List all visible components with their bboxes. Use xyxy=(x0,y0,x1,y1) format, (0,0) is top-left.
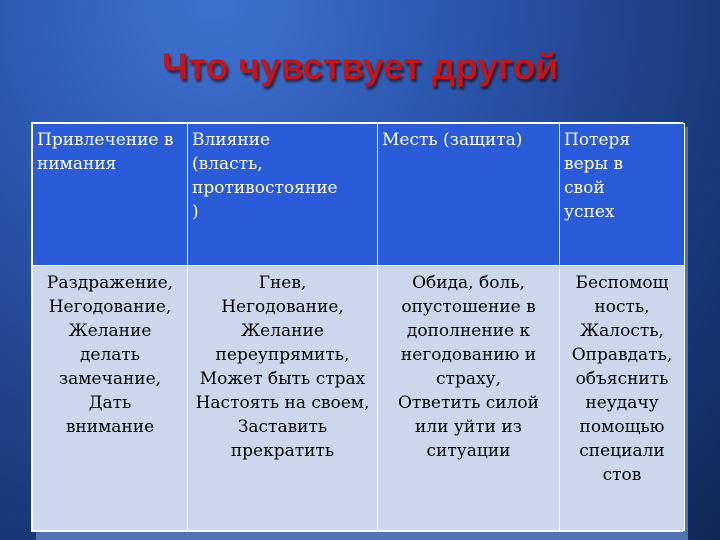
header-attention xyxy=(33,124,188,266)
cell-attention xyxy=(33,266,188,531)
cell-revenge xyxy=(378,266,560,531)
header-inadequacy-text: Потеря веры в свой успех xyxy=(564,130,631,222)
header-power-text: Влияние (власть, противостояние ) xyxy=(192,130,338,222)
cell-inadequacy-text: Беспомощ ность, Жалость, Оправдать, объяснить неудачу помощью специали стов xyxy=(571,273,673,485)
slide-title: Что чувствует другой xyxy=(162,46,558,87)
header-revenge-text: Месть (защита) xyxy=(382,130,523,150)
header-attention-text: Привлечение внимания xyxy=(37,130,174,174)
cell-power xyxy=(188,266,378,531)
cell-power-text: Гнев, Негодование, Желание переупрямить, Может быть страх Настоять на своем, Заставить прекратить xyxy=(195,273,370,461)
header-power xyxy=(188,124,378,266)
header-inadequacy xyxy=(560,124,685,266)
feelings-table xyxy=(31,122,683,532)
table-header-row xyxy=(33,124,685,266)
cell-inadequacy xyxy=(560,266,685,531)
cell-revenge-text: Обида, боль, опустошение в дополнение к негодованию и страху, Ответить силой или уйти из ситуации xyxy=(398,273,539,461)
table-row xyxy=(33,266,685,531)
table-grid xyxy=(32,123,685,531)
header-revenge xyxy=(378,124,560,266)
cell-attention-text: Раздражение, Негодование, Желание делать замечание, Дать внимание xyxy=(46,273,174,437)
